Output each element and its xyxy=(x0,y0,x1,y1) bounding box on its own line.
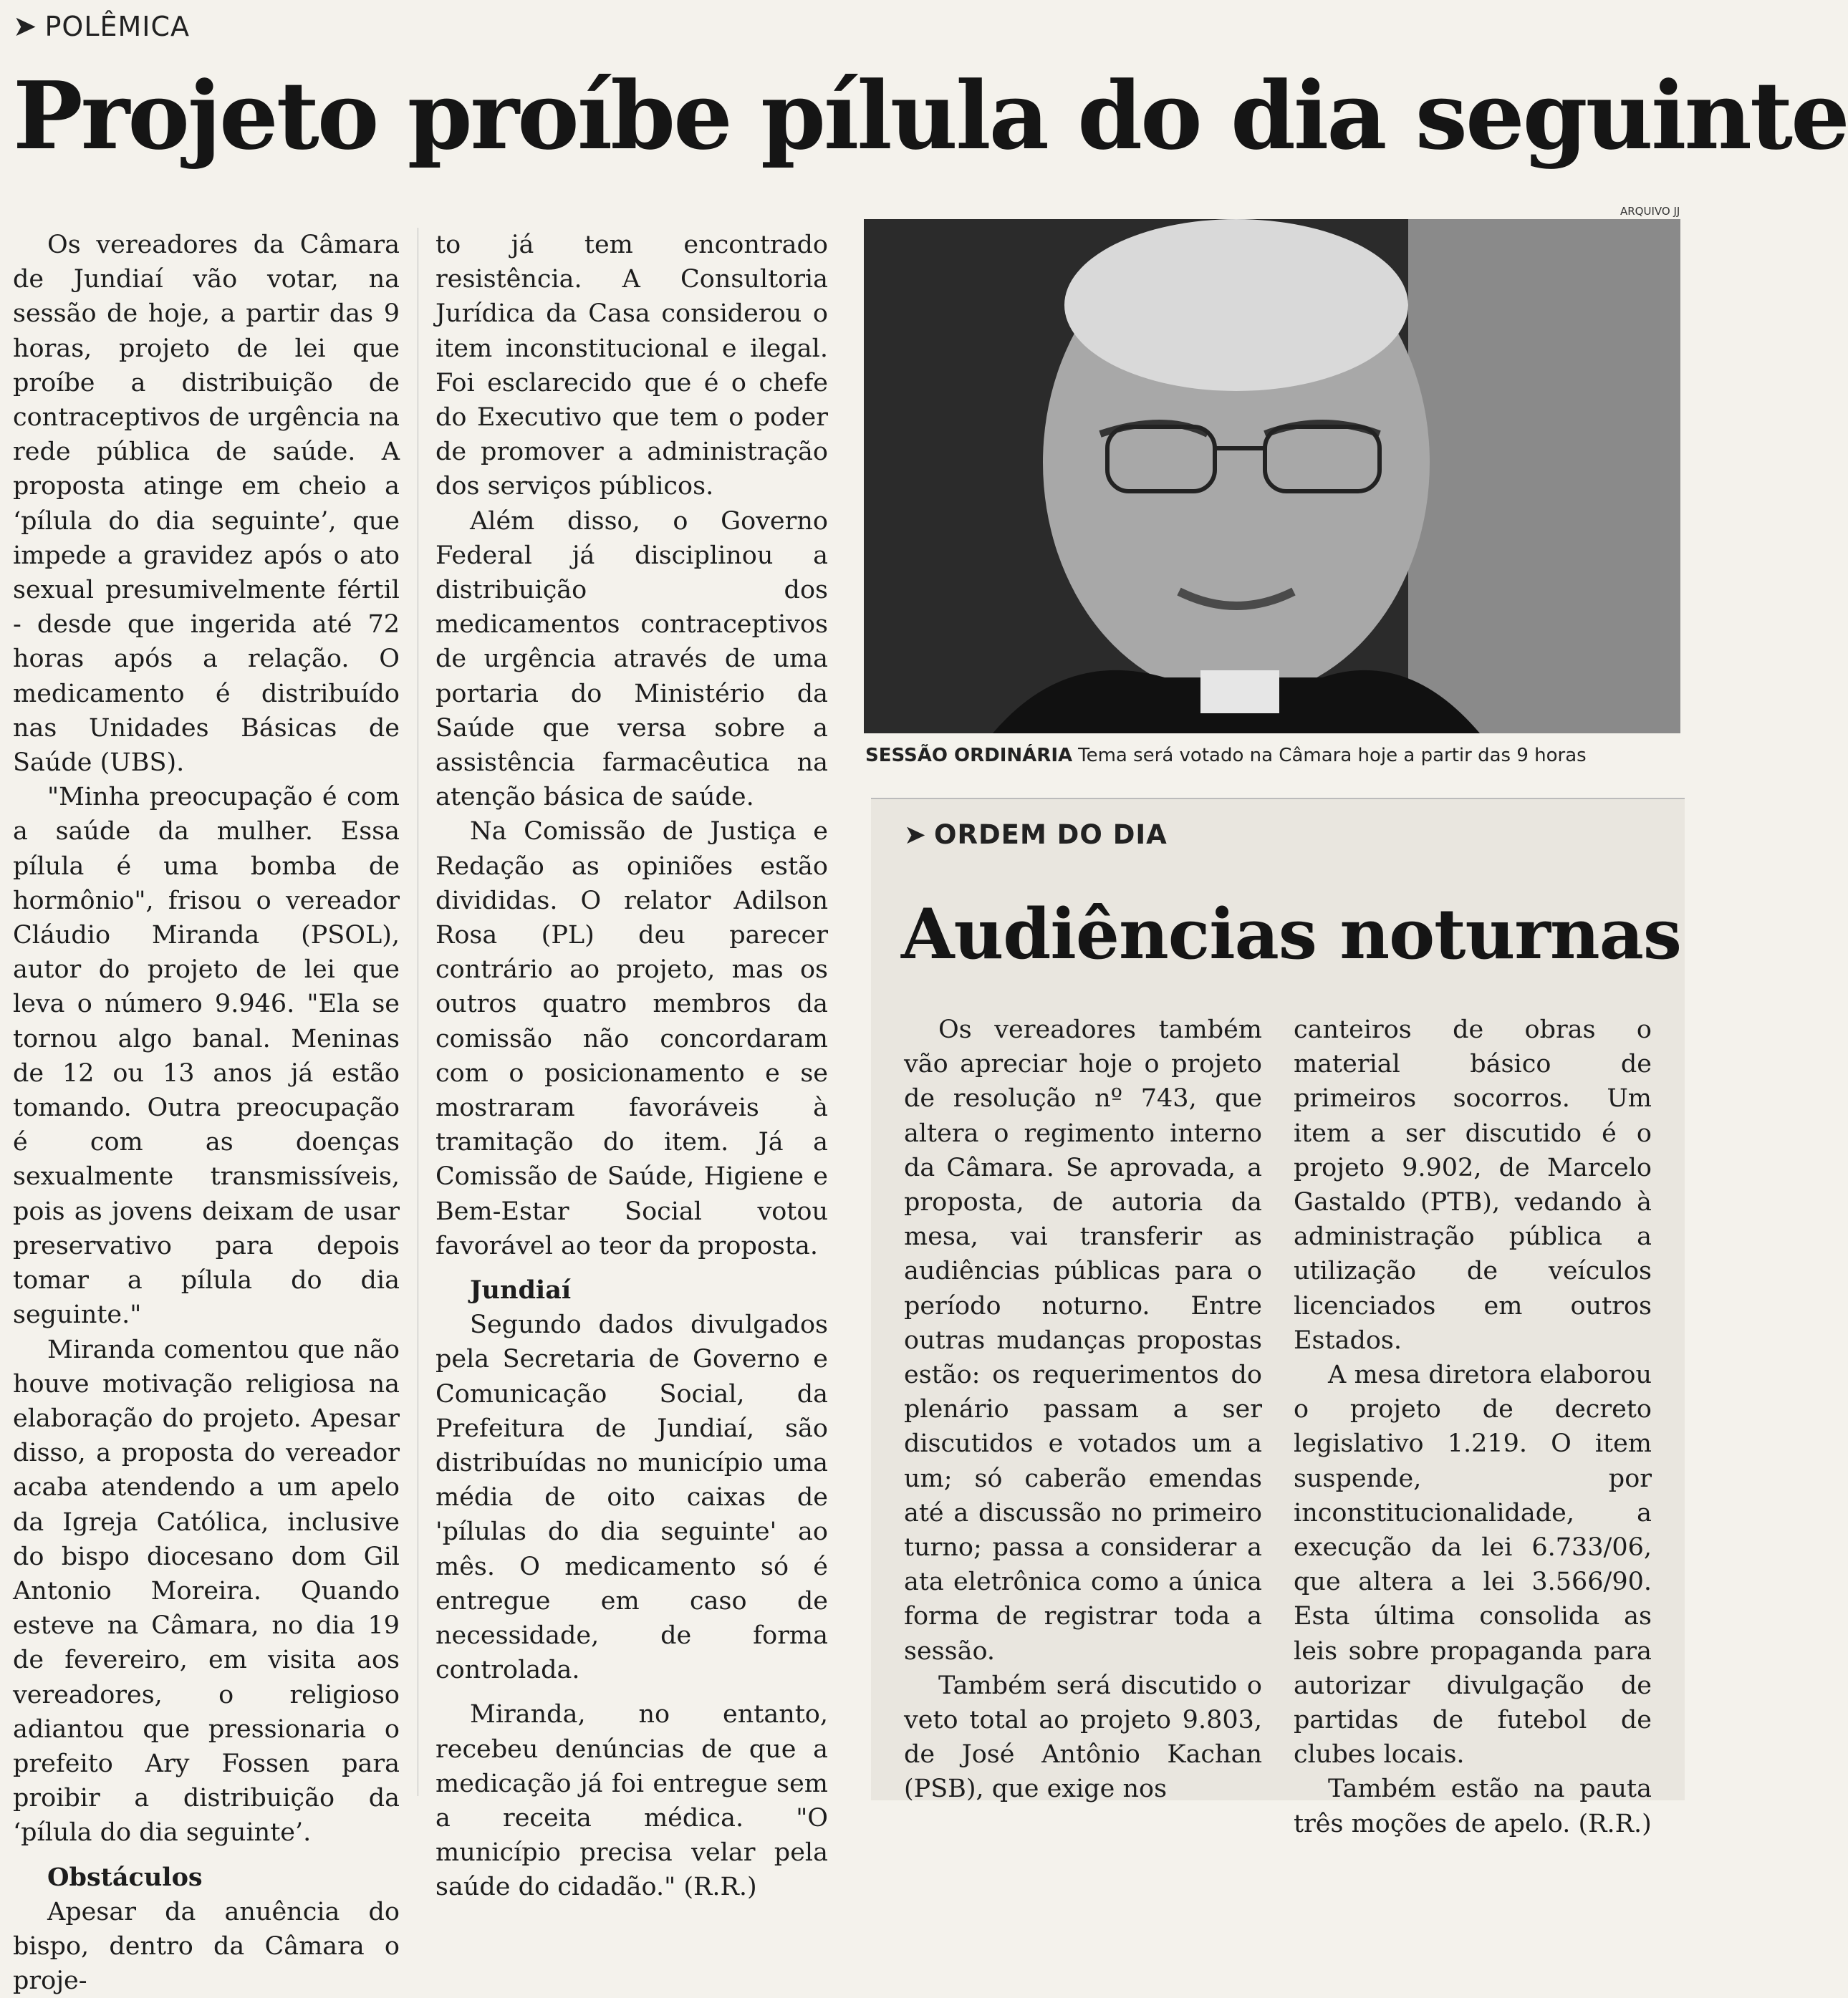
photo-credit: ARQUIVO JJ xyxy=(1620,205,1680,218)
paragraph: to já tem encontrado resistência. A Consultoria Jurídica da Casa considerou o item inconstitucional e ilegal. Foi esclarecido que é o chefe do Executivo que tem o poder de promover a administração dos serviços públicos. xyxy=(435,231,828,501)
subhead-jundiai: Jundiaí xyxy=(470,1275,572,1306)
article-headline: Projeto proíbe pílula do dia seguinte xyxy=(13,61,1848,170)
paragraph: Miranda comentou que não houve motivação religiosa na elaboração do projeto. Apesar disso, a proposta do vereador acaba atendendo a um apelo da Igreja Católica, inclusive do bispo diocesano dom Gil Antonio Moreira. Quando esteve na Câmara, no dia 19 de fevereiro, em visita aos vereadores, o religioso adiantou que pressionaria o prefeito Ary Fossen para proibir a distribuição da ‘pílula do dia seguinte’. xyxy=(13,1335,400,1848)
paragraph: Miranda, no entanto, recebeu denúncias de que a medicação já foi entregue sem a receita médica. "O município precisa velar pela saúde do cidadão." (R.R.) xyxy=(435,1700,828,1902)
subhead-obstaculos: Obstáculos xyxy=(47,1862,203,1892)
paragraph: Os vereadores da Câmara de Jundiaí vão votar, na sessão de hoje, a partir das 9 horas, projeto de lei que proíbe a distribuição de contraceptivos de urgência na rede pública de saúde. A proposta atinge em cheio a ‘pílula do dia seguinte’, que impede a gravidez após o ato sexual presumivelmente fértil - desde que ingerida até 72 horas após a relação. O medicamento é distribuído nas Unidades Básicas de Saúde (UBS). xyxy=(13,231,400,778)
paragraph: Além disso, o Governo Federal já disciplinou a distribuição dos medicamentos contraceptivos de urgência através de uma portaria do Ministério da Saúde que versa sobre a assistência farmacêutica na atenção básica de saúde. xyxy=(435,506,828,812)
photo-caption xyxy=(865,745,1682,766)
paragraph: Os vereadores também vão apreciar hoje o projeto de resolução nº 743, que altera o regimento interno da Câmara. Se aprovada, a proposta, de autoria da mesa, vai transferir as audiências públicas para o período noturno. Entre outras mudanças propostas estão: os requerimentos do plenário passam a ser discutidos e votados um a um; só caberão emendas até a discussão no primeiro turno; passa a considerar a ata eletrônica como a única forma de registrar toda a sessão. xyxy=(904,1015,1262,1666)
box-kicker xyxy=(904,819,1168,850)
kicker-label: POLÊMICA xyxy=(44,11,191,42)
box-headline: Audiências noturnas xyxy=(901,894,1681,975)
article-photo xyxy=(864,219,1680,733)
paragraph: "Minha preocupação é com a saúde da mulher. Essa pílula é uma bomba de hormônio", frisou o vereador Cláudio Miranda (PSOL), autor do projeto de lei que leva o número 9.946. "Ela se tornou algo banal. Meninas de 12 ou 13 anos já estão tomando. Outra preocupação é com as doenças sexualmente transmissíveis, pois as jovens deixam de usar preservativo para depois tomar a pílula do dia seguinte." xyxy=(13,783,400,1330)
paragraph: A mesa diretora elaborou o projeto de decreto legislativo 1.219. O item suspende, por inconstitucionalidade, a execução da lei 6.733/06, que altera a lei 3.566/90. Esta última consolida as leis sobre propaganda para autorizar divulgação de partidas de futebol de clubes locais. xyxy=(1294,1361,1652,1770)
section-kicker xyxy=(13,10,190,43)
paragraph: Também será discutido o veto total ao projeto 9.803, de José Antônio Kachan (PSB), que exige nos xyxy=(904,1671,1262,1804)
article-column-2 xyxy=(435,228,828,1902)
box-kicker-label: ORDEM DO DIA xyxy=(934,819,1168,850)
paragraph: Apesar da anuência do bispo, dentro da Câmara o proje- xyxy=(13,1897,400,1995)
paragraph: canteiros de obras o material básico de primeiros socorros. Um item a ser discutido é o projeto 9.902, de Marcelo Gastaldo (PTB), vedando à administração pública a utilização de veículos licenciados em outros Estados. xyxy=(1294,1015,1652,1355)
paragraph: Também estão na pauta três moções de apelo. (R.R.) xyxy=(1294,1775,1652,1838)
article-column-1 xyxy=(13,228,400,1995)
arrow-icon: ➤ xyxy=(13,10,38,43)
paragraph: Na Comissão de Justiça e Redação as opiniões estão divididas. O relator Adilson Rosa (PL) deu parecer contrário ao projeto, mas os outros quatro membros da comissão não concordaram com o posicionamento e se mostraram favoráveis à tramitação do item. Já a Comissão de Saúde, Higiene e Bem-Estar Social votou favorável ao teor da proposta. xyxy=(435,817,828,1260)
box-column-2 xyxy=(1294,1013,1652,1838)
paragraph: Segundo dados divulgados pela Secretaria de Governo e Comunicação Social, da Prefeitura de Jundiaí, são distribuídas no município uma média de oito caixas de 'pílulas do dia seguinte' ao mês. O medicamento só é entregue em caso de necessidade, de forma controlada. xyxy=(435,1311,828,1685)
caption-text: Tema será votado na Câmara hoje a partir das 9 horas xyxy=(1078,745,1587,766)
caption-title: SESSÃO ORDINÁRIA xyxy=(865,745,1073,766)
arrow-icon: ➤ xyxy=(904,819,928,850)
portrait-illustration xyxy=(864,219,1680,733)
box-column-1 xyxy=(904,1013,1262,1804)
